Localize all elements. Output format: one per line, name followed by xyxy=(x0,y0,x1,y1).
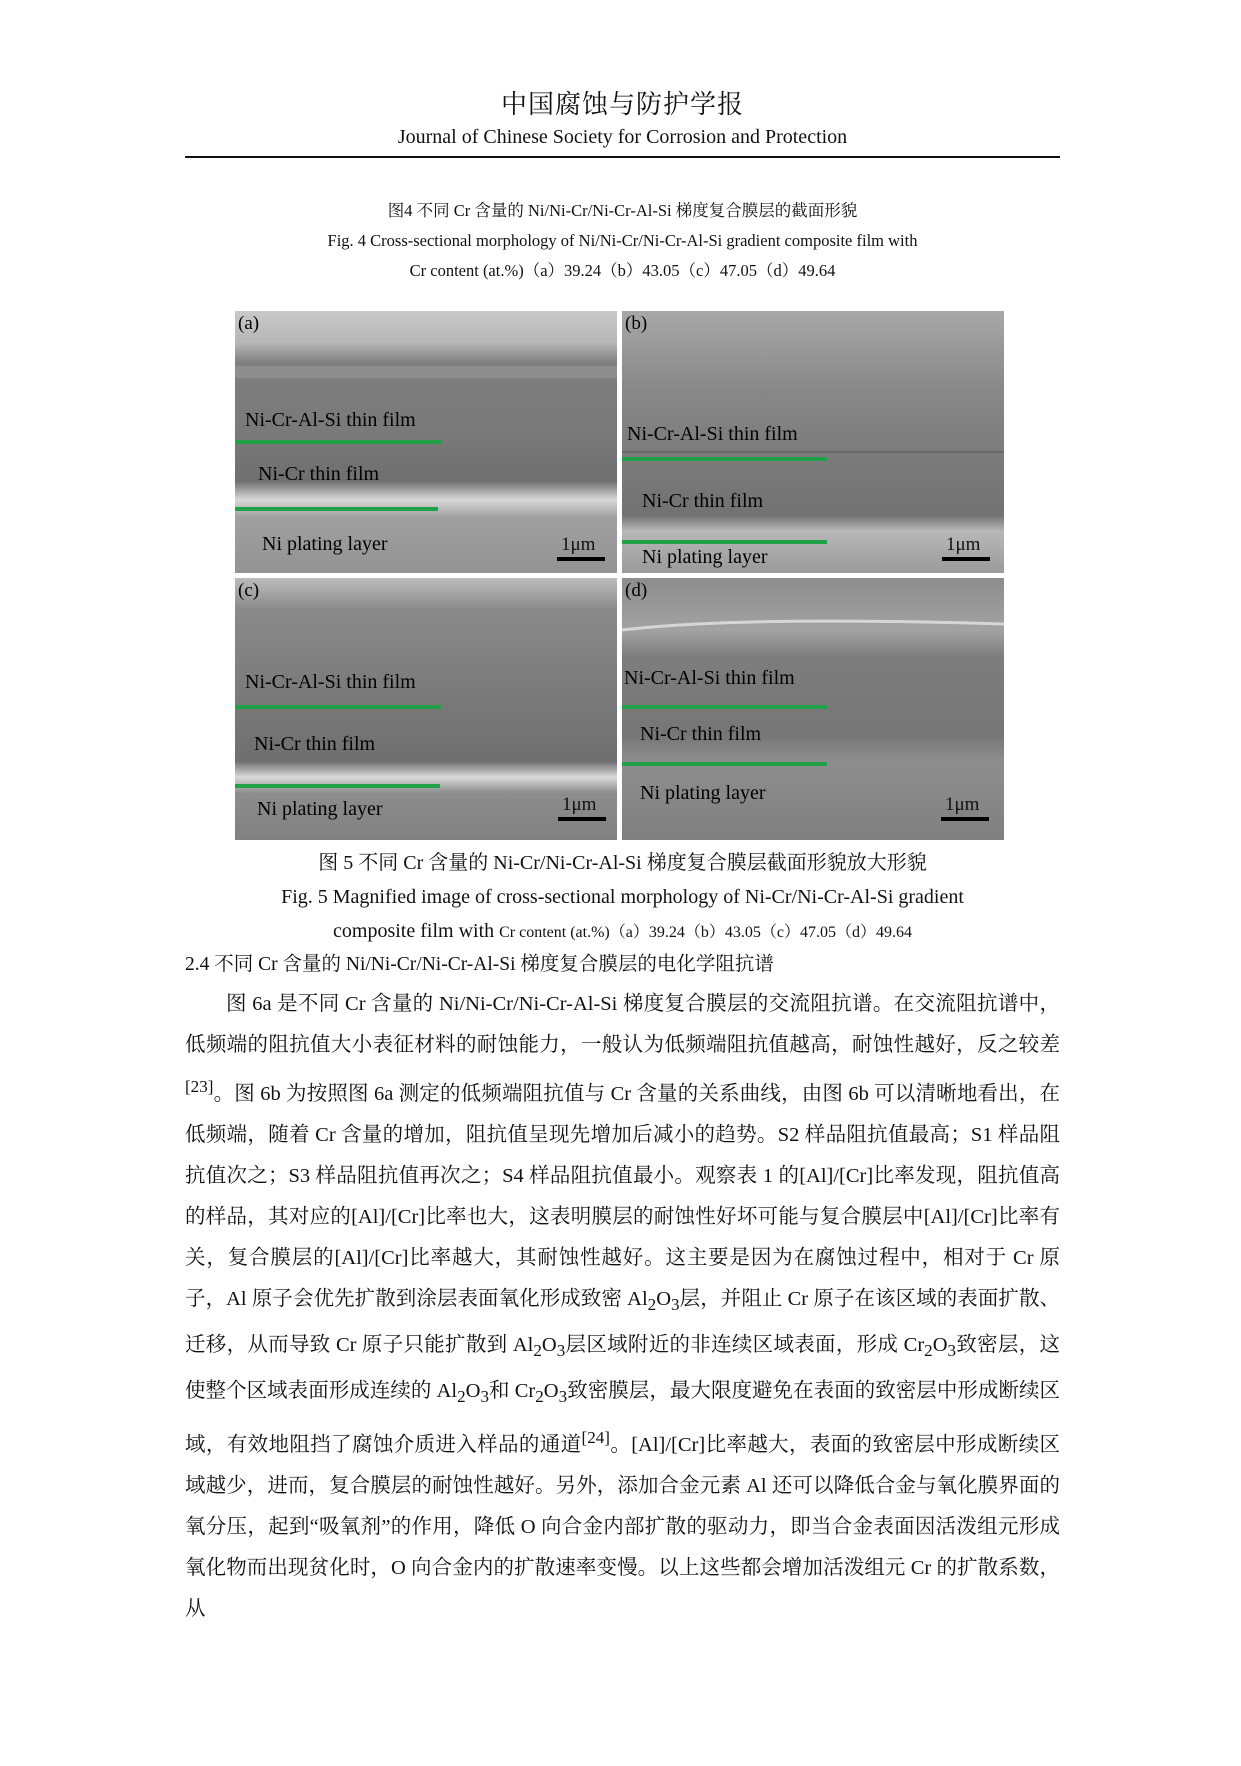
figure-5-caption-en-2a: composite film with xyxy=(333,920,500,942)
sem-panel-b xyxy=(622,311,1004,573)
journal-title-cn: 中国腐蚀与防护学报 xyxy=(500,90,744,120)
scale-bar-a xyxy=(557,557,605,561)
layer-label-ni-b: Ni plating layer xyxy=(642,546,768,568)
interface-line-b-1 xyxy=(622,457,827,461)
figure-5-sem-images xyxy=(235,311,1004,841)
figure-5-caption-en-2 xyxy=(185,914,1060,950)
panel-label-d: (d) xyxy=(625,580,648,601)
panel-label-c: (c) xyxy=(238,580,260,601)
layer-label-ni-d: Ni plating layer xyxy=(640,782,766,804)
figure-4-caption-cn: 图4 不同 Cr 含量的 Ni/Ni-Cr/Ni-Cr-Al-Si 梯度复合膜层的截面形貌 xyxy=(387,201,858,220)
figure-5-caption-en-2b: Cr content (at.%)（a）39.24（b）43.05（c）47.05（d）49.64 xyxy=(499,924,912,941)
layer-label-nicralsi-c: Ni-Cr-Al-Si thin film xyxy=(245,671,416,693)
layer-label-nicr-d: Ni-Cr thin film xyxy=(640,723,762,745)
interface-line-d-1 xyxy=(622,705,827,709)
sem-panel-a xyxy=(235,311,617,573)
scale-label-a: 1μm xyxy=(561,534,596,555)
scale-label-b: 1μm xyxy=(946,534,981,555)
layer-label-nicralsi-b: Ni-Cr-Al-Si thin film xyxy=(627,423,798,445)
formula-al2o3: $Al_2O_3$ xyxy=(627,1287,680,1314)
scale-label-d: 1μm xyxy=(945,794,980,815)
interface-line-a-1 xyxy=(235,440,442,444)
journal-title-en: Journal of Chinese Society for Corrosion and Protection xyxy=(397,126,848,148)
layer-label-nicr-b: Ni-Cr thin film xyxy=(642,490,764,512)
formula-al2o3: $Al_2O_3$ xyxy=(436,1380,489,1407)
layer-label-nicralsi-a: Ni-Cr-Al-Si thin film xyxy=(245,409,416,431)
layer-label-nicr-a: Ni-Cr thin film xyxy=(258,463,380,485)
figure-4-caption-en-1: Fig. 4 Cross-sectional morphology of Ni/Ni-Cr/Ni-Cr-Al-Si gradient composite film with xyxy=(327,231,918,250)
layer-label-nicr-c: Ni-Cr thin film xyxy=(254,733,376,755)
scale-bar-d xyxy=(941,817,989,821)
interface-line-c-2 xyxy=(235,784,440,788)
sem-panel-c xyxy=(235,578,617,840)
layer-label-ni-c: Ni plating layer xyxy=(257,798,383,820)
text-run: 层区域附近的非连续区域表面，形成 xyxy=(565,1333,904,1356)
interface-line-a-2 xyxy=(235,507,438,511)
text-run: 致密膜层，最大限度避免在表面的致密层中形成断续区域，有效地阻挡了腐蚀介质进入样品的通道 xyxy=(185,1380,1061,1456)
text-run: 和 xyxy=(489,1380,510,1403)
scale-bar-c xyxy=(558,817,606,821)
text-run: 。[Al]/[Cr]比率越大，表面的致密层中形成断续区域越少，进而，复合膜层的耐蚀性越好。另外，添加合金元素 Al 还可以降低合金与氧化膜界面的氧分压，起到“吸氧剂”的作用，降低 O 向合金内部扩散的驱动力，即当合金表面因活泼组元形成氧化物而出现贫化时，O 向合金内的扩散速率变慢。以上这些都会增加活泼组元 Cr 的扩散系数，从 xyxy=(185,1433,1060,1620)
interface-line-c-1 xyxy=(235,705,441,709)
text-run: 图 6a 是不同 Cr 含量的 Ni/Ni-Cr/Ni-Cr-Al-Si 梯度复合膜层的交流阻抗谱。在交流阻抗谱中，低频端的阻抗值大小表征材料的耐蚀能力，一般认为低频端阻抗值越高，耐蚀性越好，反之较差 xyxy=(185,993,1060,1056)
figure-5-caption-cn: 图 5 不同 Cr 含量的 Ni-Cr/Ni-Cr-Al-Si 梯度复合膜层截面形貌放大形貌 xyxy=(318,852,927,874)
formula-al2o3: $Al_2O_3$ xyxy=(512,1333,566,1361)
figure-4-caption xyxy=(185,196,1060,286)
figure-5-caption-en-1: Fig. 5 Magnified image of cross-sectional morphology of Ni-Cr/Ni-Cr-Al-Si gradient xyxy=(281,886,964,908)
interface-line-b-2 xyxy=(622,540,827,544)
figure-5-caption xyxy=(185,846,1060,950)
sem-panel-d xyxy=(622,578,1004,840)
journal-header xyxy=(185,88,1060,150)
panel-label-b: (b) xyxy=(625,313,648,334)
citation-24: [24] xyxy=(581,1428,610,1448)
interface-line-d-2 xyxy=(622,762,827,766)
layer-label-nicralsi-d: Ni-Cr-Al-Si thin film xyxy=(624,667,795,689)
paragraph xyxy=(185,984,1060,1630)
section-heading: 2.4 不同 Cr 含量的 Ni/Ni-Cr/Ni-Cr-Al-Si 梯度复合膜层的电化学阻抗谱 xyxy=(185,954,774,975)
text-run: 致密层，这使整个区域表面形成连续的 xyxy=(185,1333,1061,1403)
layer-label-ni-a: Ni plating layer xyxy=(262,533,388,555)
scale-bar-b xyxy=(942,557,990,561)
header-divider xyxy=(185,156,1060,158)
text-run: 。图 6b 为按照图 6a 测定的低频端阻抗值与 Cr 含量的关系曲线，由图 6b 可以清晰地看出，在低频端，随着 Cr 含量的增加，阻抗值呈现先增加后减小的趋势。S2 样品阻抗值最高；S1 样品阻抗值次之；S3 样品阻抗值再次之；S4 样品阻抗值最小。观察表 1 的[Al]/[Cr]比率发现，阻抗值高的样品，其对应的[Al]/[Cr]比率也大，这表明膜层的耐蚀性好坏可能与复合膜层中[Al]/[Cr]比率有关，复合膜层的[Al]/[Cr]比率越大，其耐蚀性越好。这主要是因为在腐蚀过程中，相对于 Cr 原子，Al 原子会优先扩散到涂层表面氧化形成致密 xyxy=(185,1082,1060,1310)
text-run: 层，并阻止 Cr 原子在该区域的表面扩散、迁移，从而导致 Cr 原子只能扩散到 xyxy=(185,1287,1061,1356)
formula-cr2o3: $Cr_2O_3$ xyxy=(514,1380,568,1407)
scale-label-c: 1μm xyxy=(562,794,597,815)
citation-23: [23] xyxy=(185,1077,214,1096)
formula-cr2o3: $Cr_2O_3$ xyxy=(903,1333,957,1361)
body-text xyxy=(185,984,1060,1630)
panel-label-a: (a) xyxy=(238,313,260,334)
figure-4-caption-en-2: Cr content (at.%)（a）39.24（b）43.05（c）47.05（d）49.64 xyxy=(409,261,836,280)
